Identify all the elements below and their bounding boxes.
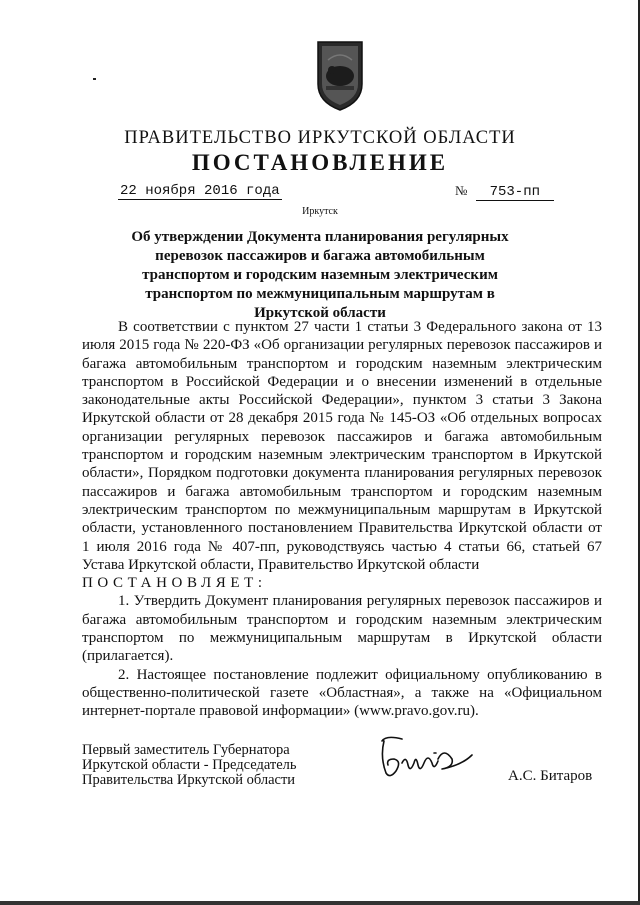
date-value: 22 ноября 2016 года — [120, 183, 280, 199]
number-sign: № — [455, 183, 468, 198]
organization-name: ПРАВИТЕЛЬСТВО ИРКУТСКОЙ ОБЛАСТИ — [124, 128, 516, 148]
handwritten-signature — [372, 733, 482, 783]
signer-title — [82, 743, 332, 788]
signer-title-line: Первый заместитель Губернатора — [82, 742, 290, 758]
signer-title-line: Иркутской области - Председатель — [82, 757, 297, 773]
signer-title-line: Правительства Иркутской области — [82, 772, 296, 788]
document-body — [82, 318, 602, 721]
item-1-paragraph: 1. Утвердить Документ планирования регулярных перевозок пассажиров и багажа автомобильным транспортом и городским наземным электрическим транспортом по межмуниципальным маршрутам в Иркутской области (прилагается). — [82, 593, 602, 665]
document-number — [455, 183, 554, 201]
document-date — [118, 183, 282, 199]
document-subject: Об утверждении Документа планирования регулярных перевозок пассажиров и багажа автомобильным транспортом и городским наземным электрическим транспортом по межмуниципальным маршрутам в Иркутской области — [131, 229, 509, 321]
scan-mark — [93, 78, 96, 80]
document-type: ПОСТАНОВЛЕНИЕ — [191, 150, 449, 175]
scan-edge-bottom — [0, 901, 640, 905]
signer-name: А.С. Битаров — [508, 768, 593, 784]
resolves-heading: ПОСТАНОВЛЯЕТ: — [82, 575, 267, 592]
number-value: 753-пп — [476, 184, 554, 201]
coat-of-arms-emblem — [316, 40, 364, 112]
preamble-paragraph: В соответствии с пунктом 27 части 1 статьи 3 Федерального закона от 13 июля 2015 года № 220-ФЗ «Об организации регулярных перевозок пассажиров и багажа автомобильным транспортом и городским наземным электрическим транспортом в Российской Федерации и о внесении изменений в отдельные законодательные акты Российской Федерации», пунктом 3 статьи 3 Закона Иркутской области от 28 декабря 2015 года № 145-ОЗ «Об отдельных вопросах организации регулярных перевозок пассажиров и багажа автомобильным транспортом и городским наземным электрическим транспортом в Иркутской области», Порядком подготовки документа планирования регулярных перевозок пассажиров и багажа автомобильным транспортом и городским наземным электрическим транспортом по межмуниципальным маршрутам в Иркутской области, установленного постановлением Правительства Иркутской области от 1 июля 2016 года № 407-пп, руководствуясь частью 4 статьи 66, статьей 67 Устава Иркутской области, Правительство Иркутской области — [82, 319, 602, 573]
city: Иркутск — [302, 206, 338, 217]
item-2-paragraph: 2. Настоящее постановление подлежит официальному опубликованию в общественно-политической газете «Областная», а также на «Официальном интернет-портале правовой информации» (www.pravo.gov.ru). — [82, 666, 602, 720]
